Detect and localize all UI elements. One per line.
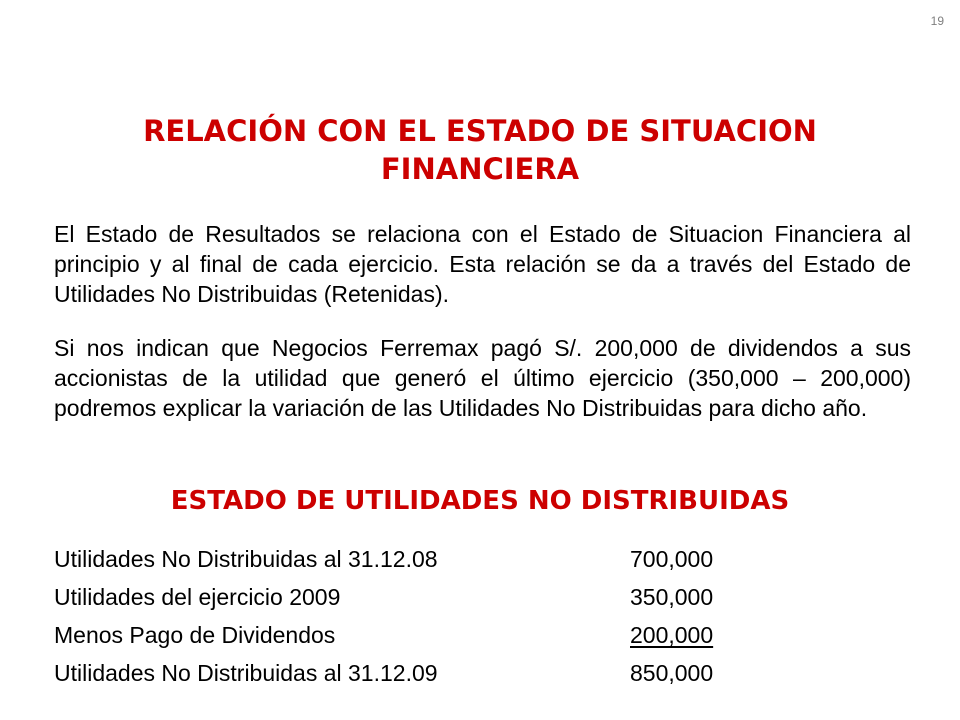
page-number: 19 <box>930 14 944 28</box>
row-amount: 200,000 <box>630 621 714 648</box>
statement-row <box>54 540 774 578</box>
statement-row <box>54 578 774 616</box>
slide-title: RELACIÓN CON EL ESTADO DE SITUACION FINANCIERA <box>143 114 817 186</box>
statement-title: ESTADO DE UTILIDADES NO DISTRIBUIDAS <box>170 486 790 516</box>
retained-earnings-statement <box>54 540 774 692</box>
row-amount: 350,000 <box>630 583 714 610</box>
row-amount: 700,000 <box>630 545 714 572</box>
example-paragraph: Si nos indican que Negocios Ferremax pagó S/. 200,000 de dividendos a sus accionistas de la utilidad que generó el último ejercicio (350,000 – 200,000) podremos explicar la variación de las Utilidades No Distribuidas para dicho año. <box>54 335 911 421</box>
row-amount: 850,000 <box>630 659 714 686</box>
statement-row <box>54 654 774 692</box>
row-label: Menos Pago de Dividendos <box>54 621 336 648</box>
row-label: Utilidades No Distribuidas al 31.12.08 <box>54 545 438 572</box>
statement-row <box>54 616 774 654</box>
intro-paragraph: El Estado de Resultados se relaciona con el Estado de Situacion Financiera al principio y al final de cada ejercicio. Esta relación se da a través del Estado de Utilidades No Distribuidas (Retenidas). <box>54 221 911 307</box>
row-label: Utilidades No Distribuidas al 31.12.09 <box>54 659 438 686</box>
row-label: Utilidades del ejercicio 2009 <box>54 583 341 610</box>
